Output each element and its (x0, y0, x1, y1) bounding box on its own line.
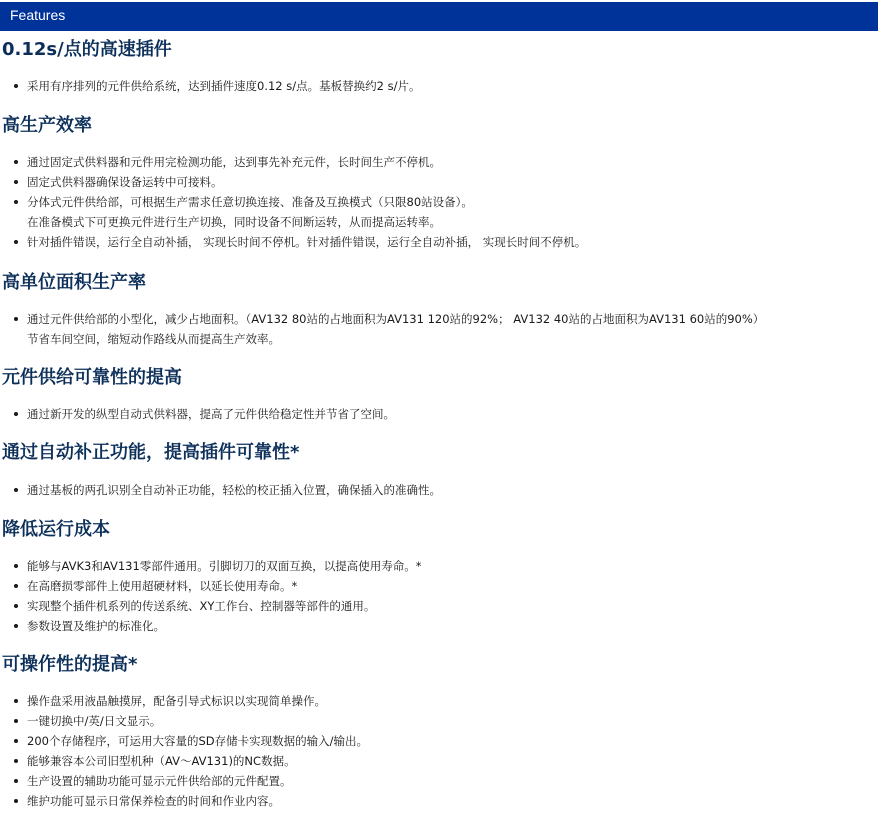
list-item: 200个存储程序，可运用大容量的SD存储卡实现数据的输入/输出。 (27, 731, 885, 751)
section-list (0, 480, 885, 500)
section-title: 通过自动补正功能，提高插件可靠性* (2, 442, 300, 463)
list-item: 通过基板的两孔识别全自动补正功能，轻松的校正插入位置，确保插入的准确性。 (27, 480, 885, 500)
list-item: 一键切换中/英/日文显示。 (27, 711, 885, 731)
section-high-speed (0, 37, 885, 96)
section-title: 可操作性的提高* (2, 654, 138, 675)
list-item-continuation: 在准备模式下可更换元件进行生产切换，同时设备不间断运转，从而提高运转率。 (27, 215, 441, 229)
section-area-productivity (0, 270, 885, 349)
section-list (0, 556, 885, 636)
section-list (0, 691, 885, 811)
section-efficiency (0, 113, 885, 252)
section-title: 元件供给可靠性的提高 (2, 367, 182, 388)
list-item: 生产设置的辅助功能可显示元件供给部的元件配置。 (27, 771, 885, 791)
section-running-cost (0, 517, 885, 636)
list-item: 操作盘采用液晶触摸屏，配备引导式标识以实现简单操作。 (27, 691, 885, 711)
features-header (0, 2, 878, 31)
section-list (0, 404, 885, 424)
section-title: 高单位面积生产率 (2, 272, 146, 293)
list-item: 在高磨损零部件上使用超硬材料，以延长使用寿命。* (27, 576, 885, 596)
list-item: 固定式供料器确保设备运转中可接料。 (27, 172, 885, 192)
section-list (0, 152, 885, 252)
list-item: 维护功能可显示日常保养检查的时间和作业内容。 (27, 791, 885, 811)
list-item: 通过固定式供料器和元件用完检测功能，达到事先补充元件，长时间生产不停机。 (27, 152, 885, 172)
section-list (0, 309, 885, 349)
section-title: 0.12s/点的高速插件 (2, 39, 172, 60)
list-item: 通过新开发的纵型自动式供料器，提高了元件供给稳定性并节省了空间。 (27, 404, 885, 424)
list-item: 针对插件错误，运行全自动补插， 实现长时间不停机。针对插件错误，运行全自动补插， 实现长时间不停机。 (27, 232, 885, 252)
section-title: 高生产效率 (2, 115, 92, 136)
list-item: 实现整个插件机系列的传送系统、XY工作台、控制器等部件的通用。 (27, 596, 885, 616)
list-item: 采用有序排列的元件供给系统，达到插件速度0.12 s/点。基板替换约2 s/片。 (27, 76, 885, 96)
list-item: 参数设置及维护的标准化。 (27, 616, 885, 636)
section-list (0, 76, 885, 96)
section-supply-reliability (0, 365, 885, 424)
list-item: 分体式元件供给部，可根据生产需求任意切换连接、准备及互换模式（只限80站设备）。 在准备模式下可更换元件进行生产切换，同时设备不间断运转，从而提高运转率。 (27, 192, 885, 232)
list-item: 能够与AVK3和AV131零部件通用。引脚切刀的双面互换，以提高使用寿命。* (27, 556, 885, 576)
section-title: 降低运行成本 (2, 519, 110, 540)
list-item: 通过元件供给部的小型化，减少占地面积。（AV132 80站的占地面积为AV131 120站的92%； AV132 40站的占地面积为AV131 60站的90%） 节省车间空间，缩短动作路线从而提高生产效率。 (27, 309, 885, 349)
list-item: 能够兼容本公司旧型机种（AV～AV131)的NC数据。 (27, 751, 885, 771)
header-title: Features (10, 7, 66, 23)
section-auto-correction (0, 440, 885, 500)
list-item-continuation: 节省车间空间，缩短动作路线从而提高生产效率。 (27, 332, 280, 346)
features-content (0, 31, 885, 811)
section-operability (0, 652, 885, 811)
